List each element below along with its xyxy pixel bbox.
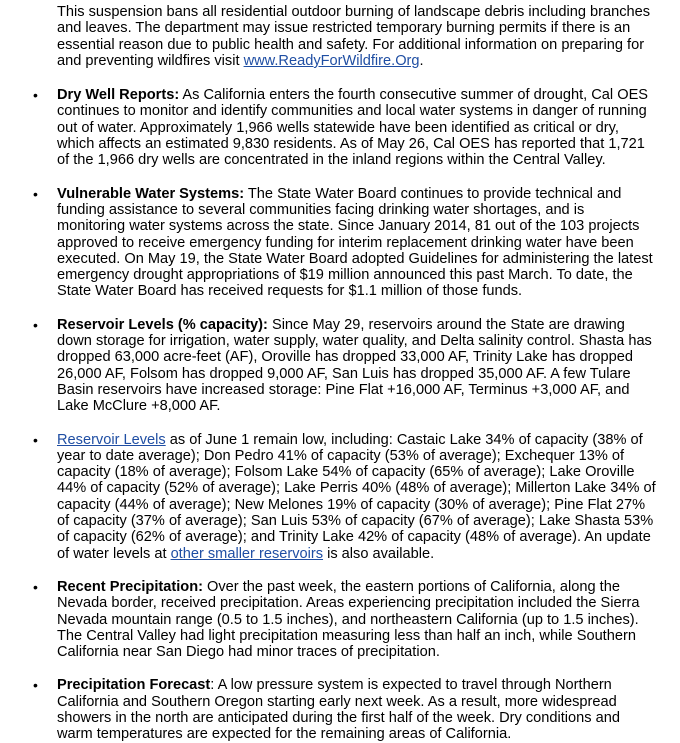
bullet-icon: •: [33, 431, 38, 448]
item-paragraph: [57, 579, 656, 660]
item-paragraph: [57, 186, 656, 300]
bullet-icon: •: [33, 677, 38, 694]
list-item-recent-precipitation: [33, 578, 656, 661]
bullet-list: [33, 87, 656, 743]
item-paragraph: [57, 317, 656, 415]
item-text: As California enters the fourth consecutive summer of drought, Cal OES continues to monitor and identify communities and local water systems in danger of running out of water. Approximately 1,966 wells statewide have been identified as critical or dry, which affects an estimated 9,830 residents. As of May 26, Cal OES has reported that 1,721 of the 1,966 dry wells are concentrated in the inland regions within the Central Valley.: [57, 87, 649, 169]
item-term: Dry Well Reports:: [57, 87, 180, 104]
item-text: as of June 1 remain low, including: Castaic Lake 34% of capacity (38% of year to date average); Don Pedro 41% of capacity (53% of average); Exchequer 13% of capacity (18% of average); Folsom Lake 54% of capacity (65% of average); Lake Oroville 44% of capacity (52% of average); Lake Perris 40% (48% of average); Millerton Lake 34% of capacity (44% of average); New Melones 19% of capacity (30% of average); Pine Flat 27% of capacity (37% of average); San Luis 53% of capacity (67% of average); Lake Shasta 53% of capacity (62% of average); and Trinity Lake 42% of capacity (48% of average). An update of water levels at: [57, 431, 656, 562]
item-text-end: is also available.: [323, 545, 435, 562]
item-term: Reservoir Levels (% capacity):: [57, 316, 268, 333]
intro-end: .: [419, 52, 424, 69]
other-smaller-reservoirs-link[interactable]: other smaller reservoirs: [170, 545, 324, 562]
bullet-icon: •: [33, 185, 38, 202]
intro-paragraph: [57, 4, 656, 69]
list-item-vulnerable-water-systems: [33, 185, 656, 300]
item-text: The State Water Board continues to provide technical and funding assistance to several communities facing drinking water shortages, and is monitoring water systems across the state. Since January 2014, 81 out of the 103 projects approved to receive emergency funding for interim replacement drinking water have been executed. On May 19, the State Water Board adopted Guidelines for administering the latest emergency drought appropriations of $19 million announced this past March. To date, the State Water Board has received requests for $1.1 million of those funds.: [57, 185, 653, 300]
item-paragraph: [57, 677, 656, 742]
list-item-reservoir-levels-capacity: [33, 316, 656, 415]
item-paragraph: [57, 87, 656, 168]
item-term: Precipitation Forecast: [57, 677, 211, 694]
item-term: Recent Precipitation:: [57, 578, 203, 595]
list-item-reservoir-levels-link: [33, 431, 656, 562]
item-text: Since May 29, reservoirs around the State are drawing down storage for irrigation, water supply, water quality, and Delta salinity control. Shasta has dropped 63,000 acre-feet (AF), Oroville has dropped 33,000 AF, Trinity Lake has dropped 26,000 AF, Folsom has dropped 9,000 AF, San Luis has dropped 35,000 AF. A few Tulare Basin reservoirs have increased storage: Pine Flat +16,000 AF, Terminus +3,000 AF, and Lake McClure +8,000 AF.: [57, 316, 652, 415]
item-term: Vulnerable Water Systems:: [57, 185, 245, 202]
ready-for-wildfire-link[interactable]: www.ReadyForWildfire.Org: [243, 52, 420, 69]
intro-text: This suspension bans all residential outdoor burning of landscape debris including branches and leaves. The department may issue restricted temporary burning permits if there is an essential reason due to public health and safety. For additional information on preparing for and preventing wildfires visit: [57, 4, 651, 69]
bullet-icon: •: [33, 87, 38, 104]
list-item-dry-well-reports: [33, 87, 656, 169]
list-item-precipitation-forecast: [33, 677, 656, 743]
reservoir-levels-link[interactable]: Reservoir Levels: [57, 431, 166, 448]
bullet-icon: •: [33, 578, 38, 595]
item-paragraph: [57, 432, 656, 562]
item-text: : A low pressure system is expected to travel through Northern California and Southern Oregon starting early next week. As a result, more widespread showers in the north are anticipated during the first half of the week. Dry conditions and warm temperatures are expected for the remaining areas of California.: [57, 677, 620, 743]
item-text: Over the past week, the eastern portions of California, along the Nevada border, received precipitation. Areas experiencing precipitation included the Sierra Nevada mountain range (0.5 to 1.5 inches), and northeastern California (up to 1.5 inches). The Central Valley had light precipitation measuring less than half an inch, while Southern California near San Diego had minor traces of precipitation.: [57, 578, 640, 661]
bullet-icon: •: [33, 316, 38, 333]
